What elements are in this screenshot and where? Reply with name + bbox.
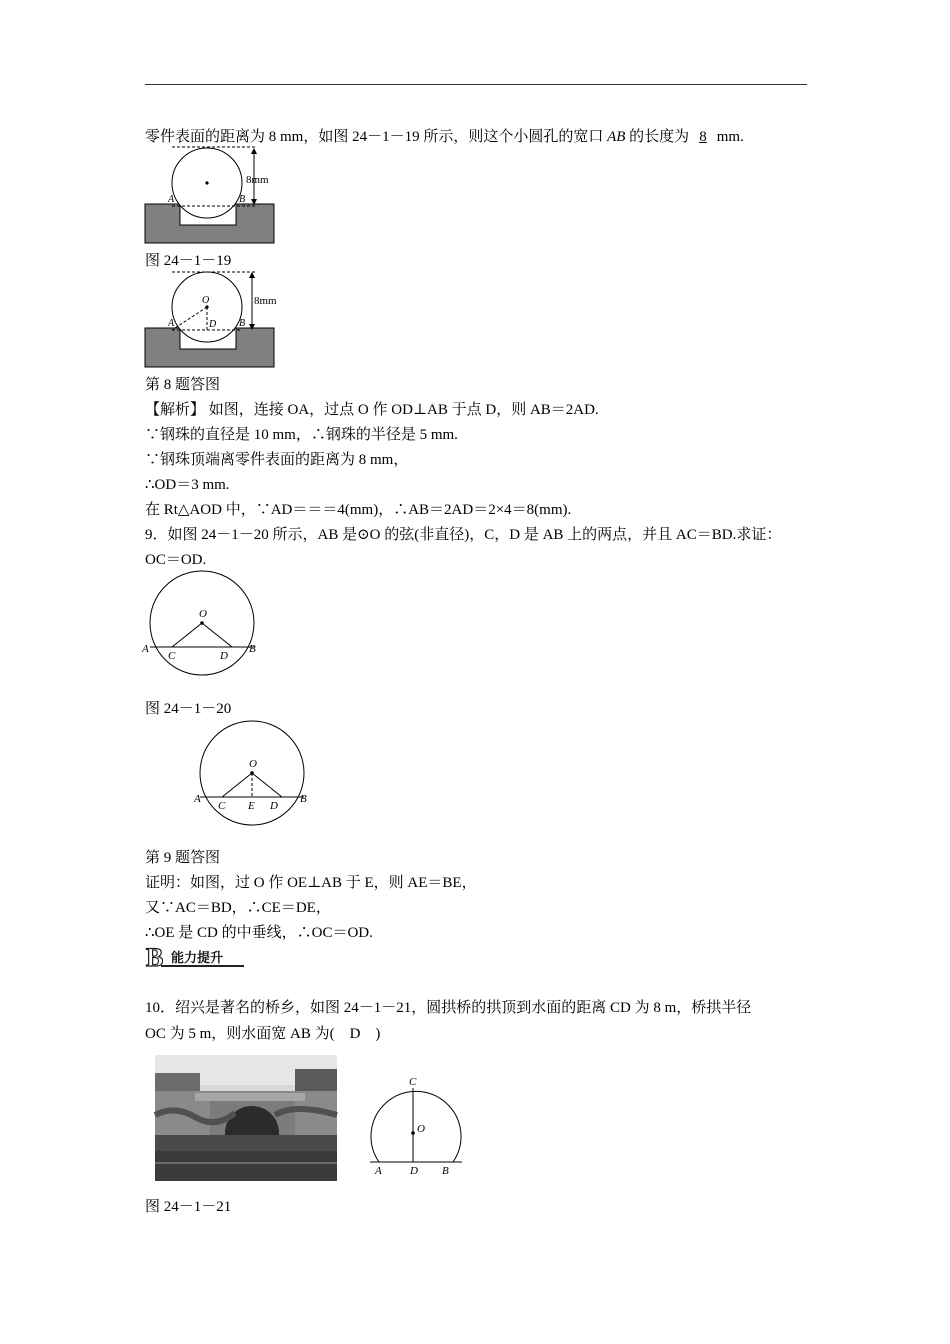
q9-answer-caption: 第 9 题答图 — [145, 850, 221, 866]
q10-line-1: 10．绍兴是著名的桥乡，如图 24－1－21，圆拱桥的拱顶到水面的距离 CD 为 8 m，桥拱半径 — [145, 1000, 752, 1016]
figure-24-1-21 — [368, 1075, 478, 1185]
q9-fig-label-e: E — [248, 800, 255, 812]
q8-line-1 — [145, 127, 744, 147]
fig20-label-c: C — [168, 650, 176, 662]
fig21-label-c: C — [409, 1076, 417, 1088]
fig19-caption: 图 24－1－19 — [145, 253, 232, 269]
fig21-label-d: D — [410, 1165, 418, 1177]
fig21-caption: 图 24－1－21 — [145, 1199, 232, 1215]
q9-fig-label-a: A — [194, 793, 201, 805]
fig20-label-a: A — [142, 643, 149, 655]
q9-proof-2: 又∵AC＝BD，∴CE＝DE， — [145, 900, 331, 916]
q9-line-2: OC＝OD. — [145, 552, 207, 568]
fig20-label-d: D — [220, 650, 228, 662]
fig19-label-a: A — [168, 194, 175, 205]
section-badge-letter: B — [146, 943, 164, 972]
bridge-photo — [155, 1055, 337, 1181]
q8-fig-label-a: A — [168, 318, 175, 329]
q9-fig-label-c: C — [218, 800, 226, 812]
q9-fig-label-b: B — [300, 793, 307, 805]
fig19-8mm-label: 8mm — [246, 174, 269, 186]
q8-ab: AB — [607, 129, 626, 145]
q9-answer-figure — [190, 720, 320, 830]
q8-solution-2: ∵钢珠的直径是 10 mm，∴钢珠的半径是 5 mm. — [145, 427, 458, 443]
fig21-label-a: A — [375, 1165, 382, 1177]
figure-24-1-19 — [144, 146, 284, 246]
q9-fig-label-o: O — [249, 758, 257, 770]
q8-unit: mm. — [716, 129, 744, 145]
figure-24-1-20 — [140, 570, 270, 680]
q8-solution-4: ∴OD＝3 mm. — [145, 477, 230, 493]
q8-fig-label-d: D — [209, 319, 217, 330]
section-badge-ability — [145, 944, 245, 970]
fig20-label-b: B — [249, 643, 256, 655]
q8-answer-figure — [144, 270, 284, 370]
q8-answer-caption: 第 8 题答图 — [145, 377, 221, 393]
section-badge-text: 能力提升 — [171, 950, 224, 965]
q8-solution-5: 在 Rt△AOD 中，∵AD＝＝＝4(mm)，∴AB＝2AD＝2×4＝8(mm). — [145, 502, 572, 518]
q9-proof-1: 证明：如图，过 O 作 OE⊥AB 于 E，则 AE＝BE， — [145, 875, 477, 891]
q10-line-2: OC 为 5 m，则水面宽 AB 为( D ) — [145, 1026, 381, 1042]
q8-solution-1: 【解析】 如图，连接 OA，过点 O 作 OD⊥AB 于点 D，则 AB＝2AD. — [145, 402, 599, 418]
q8-text-mid: 的长度为 — [625, 129, 690, 145]
fig21-label-o: O — [417, 1123, 425, 1135]
q9-fig-label-d: D — [270, 800, 278, 812]
q9-proof-3: ∴OE 是 CD 的中垂线，∴OC＝OD. — [145, 925, 373, 941]
q8-fig-label-o: O — [202, 295, 210, 306]
q8-fig-8mm-label: 8mm — [254, 295, 277, 307]
fig21-label-b: B — [442, 1165, 449, 1177]
fig19-label-b: B — [239, 194, 246, 205]
fig20-label-o: O — [199, 608, 207, 620]
header-rule — [145, 84, 807, 85]
q8-answer: 8 — [699, 129, 707, 145]
q8-fig-label-b: B — [239, 318, 246, 329]
fig20-caption: 图 24－1－20 — [145, 701, 232, 717]
q9-line-1: 9．如图 24－1－20 所示，AB 是⊙O 的弦(非直径)，C，D 是 AB 上的两点，并且 AC＝BD.求证： — [145, 527, 782, 543]
q8-text: 零件表面的距离为 8 mm，如图 24－1－19 所示，则这个小圆孔的宽口 — [145, 129, 608, 145]
q8-solution-3: ∵钢珠顶端离零件表面的距离为 8 mm， — [145, 452, 409, 468]
